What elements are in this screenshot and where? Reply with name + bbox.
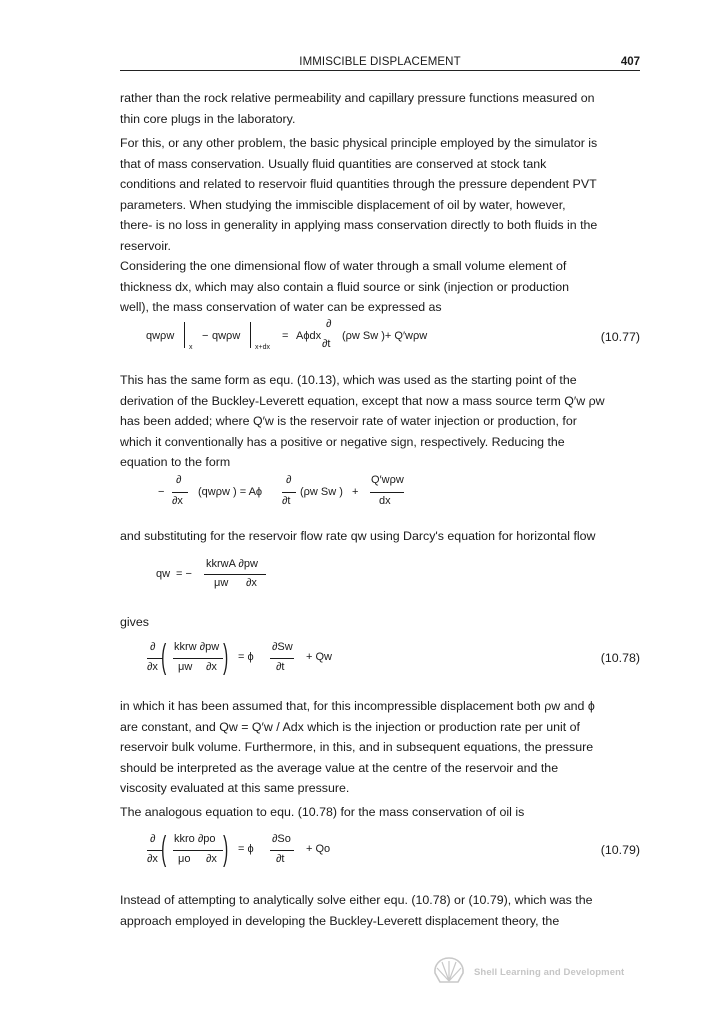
text-line: equation to the form [120,455,231,470]
text-line: thickness dx, which may also contain a fluid source or sink (injection or production [120,279,570,294]
eq-subscript: x+dx [255,344,270,351]
fraction-bar [173,658,223,659]
text-line: parameters. When studying the immiscible displacement of oil by water, however, [120,197,566,212]
chapter-title: IMMISCIBLE DISPLACEMENT [299,56,461,68]
left-paren: ( [161,638,167,676]
paragraph-5 [120,526,642,547]
eq-operator: + [352,486,359,498]
footer-brand: Shell Learning and Development [474,967,625,978]
equation-number: (10.79) [600,843,640,857]
equation-number: (10.78) [600,651,640,665]
eq-partial: ∂ [150,833,156,845]
paragraph-3 [120,256,642,318]
text-line: which it conventionally has a positive or negative sign, respectively. Reducing the [120,434,565,449]
text-line: are constant, and Qw = Q′w / Adx which is the injection or production rate per unit of [120,719,580,734]
text-line: viscosity evaluated at this same pressure. [120,781,350,796]
paragraph-6 [120,612,642,633]
paragraph-8 [120,802,642,823]
fraction-bar [370,492,404,493]
eq-denominator: μw [178,661,193,673]
eq-term: Aϕdx [296,330,322,342]
eq-numerator: Q′wρw [371,474,404,486]
eq-term: qwρw [212,330,241,342]
equation-10-77 [120,318,642,358]
paragraph-2 [120,133,642,257]
text-line: there- is no loss in generality in applying mass conservation directly to both fluids in the [120,218,598,233]
text-line: Instead of attempting to analytically solve either equ. (10.78) or (10.79), which was the [120,893,593,907]
text-line: approach employed in developing the Buckley-Leverett displacement theory, the [120,913,560,928]
eq-term: (ρw Sw ) [300,486,343,498]
eq-denominator: ∂t [276,661,285,673]
eq-term: (qwρw ) = Aϕ [198,486,263,498]
right-paren: ) [223,638,229,676]
left-paren: ( [161,830,167,868]
text-line: Considering the one dimensional flow of water through a small volume element of [120,259,567,273]
text-line: gives [120,615,149,629]
eq-denominator: ∂t [276,853,285,865]
running-header [120,56,640,71]
paragraph-9 [120,890,642,931]
eq-numerator: kkrwA ∂pw [206,558,258,570]
right-paren: ) [223,830,229,868]
eq-denominator: ∂x [206,661,217,673]
paragraph-4 [120,370,642,473]
eq-operator: − [158,486,165,498]
text-line: that of mass conservation. Usually fluid quantities are conserved at stock tank [120,156,547,171]
eq-term: + Qo [306,843,331,855]
eval-bar [250,322,251,348]
eq-numerator: kkrw ∂pw [174,641,220,653]
fraction-bar [173,850,223,851]
fraction-bar [172,492,188,493]
equation-10-79 [120,830,642,872]
eq-partial: ∂ [326,318,332,330]
eq-term: + Qw [306,651,332,663]
eq-term: qwρw [146,330,175,342]
eq-partial: ∂t [322,338,331,350]
fraction-bar [270,658,294,659]
equation-darcy [120,556,642,592]
eq-partial: ∂ [150,641,156,653]
eq-operator: = − [176,568,192,580]
equation-number: (10.77) [600,330,640,344]
fraction-bar [204,574,266,575]
text-line: conditions and related to reservoir fluid quantities through the pressure dependent PVT [120,177,597,192]
text-line: and substituting for the reservoir flow rate qw using Darcy's equation for horizontal flow [120,529,596,543]
eq-operator: − [202,330,209,342]
text-line: should be interpreted as the average value at the centre of the reservoir and the [120,760,559,775]
eq-numerator: ∂Sw [272,641,293,653]
text-line: in which it has been assumed that, for this incompressible displacement both ρw and ϕ [120,699,595,713]
text-line: For this, or any other problem, the basic physical principle employed by the simulator is [120,136,598,150]
text-line: This has the same form as equ. (10.13), which was used as the starting point of the [120,373,577,387]
fraction-bar [270,850,294,851]
equation-reduced-form [120,474,642,514]
text-line: reservoir. [120,238,171,253]
text-line: well), the mass conservation of water can be expressed as [120,300,442,315]
eq-partial: ∂ [286,474,292,486]
text-line: rather than the rock relative permeability and capillary pressure functions measured on [120,91,595,105]
eq-partial: ∂x [147,661,158,673]
text-line: has been added; where Q′w is the reservoir rate of water injection or production, for [120,414,577,429]
eq-denominator: dx [379,495,391,507]
eq-partial: ∂t [282,495,291,507]
eq-partial: ∂x [172,495,183,507]
text-line: derivation of the Buckley-Leverett equation, except that now a mass source term Q′w ρw [120,393,605,408]
eq-operator: = [282,330,289,342]
eq-partial: ∂ [176,474,182,486]
eq-numerator: ∂So [272,833,291,845]
eq-denominator: ∂x [206,853,217,865]
eq-denominator: ∂x [246,577,257,589]
eq-subscript: x [189,344,193,351]
eq-term: qw [156,568,171,580]
shell-logo-icon [432,956,466,986]
eq-operator: = ϕ [238,843,254,855]
page-number: 407 [620,56,640,68]
eq-numerator: kkro ∂po [174,833,216,845]
text-line: reservoir bulk volume. Furthermore, in this, and in subsequent equations, the pressure [120,740,594,755]
eq-operator: = ϕ [238,651,254,663]
equation-10-78 [120,638,642,680]
text-line: thin core plugs in the laboratory. [120,111,296,126]
paragraph-1 [120,88,642,129]
eq-partial: ∂x [147,853,158,865]
eval-bar [184,322,185,348]
eq-term: (ρw Sw )+ Q′wρw [342,330,428,342]
paragraph-7 [120,696,642,799]
fraction-bar [282,492,296,493]
text-line: The analogous equation to equ. (10.78) for the mass conservation of oil is [120,805,525,819]
eq-denominator: μo [178,853,191,865]
eq-denominator: μw [214,577,229,589]
